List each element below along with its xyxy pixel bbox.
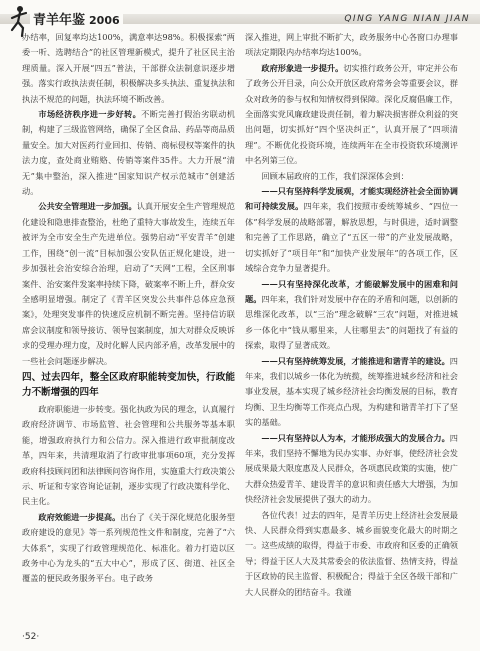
paragraph-lead: ——只有坚持深化改革，才能破解发展中的困难和问题。: [245, 278, 458, 304]
paragraph-body: 切实推行政务公开，审定并公布了政务公开目录，向公众开放区政府常务会等重要会议，群众对政务的参与权和知情权得到保障。深化反腐倡廉工作，全面落实党风廉政建设责任制，着力解决损害群众利益的突出问题，切实抓好“四个坚决纠正”，认真开展了“四项清理”。不断优化投资环境，连续两年在全市投资软环境测评中名列第三位。: [245, 62, 458, 166]
paragraph: [22, 107, 235, 199]
yearbook-title: 青羊年鉴: [33, 13, 86, 28]
paragraph: [245, 277, 458, 354]
section-heading: 四、过去四年，整全区政府职能转变加快，行政能力不断增强的四年: [22, 371, 235, 398]
page-number: ·52·: [22, 632, 40, 642]
paragraph-body: 四年来，我们按照市委统筹城乡、“四位一体”科学发展的战略部署，解放思想，与时俱进，适时调整和完善了工作思路，确立了“五区一带”的产业发展战略，切实抓好了“项目年”和“加快产业发展年”的各项工作，区域综合竞争力显著提升。: [245, 201, 458, 274]
header-running-title: QING YANG NIAN JIAN: [344, 14, 470, 24]
paragraph: 深入推进，网上审批不断扩大，政务服务中心各窗口办理事项法定期限内办结率均达100%。: [245, 32, 458, 58]
paragraph-body: 四年来，我们以城乡一体化为统揽，统筹推进城乡经济和社会事业发展，基本实现了城乡经济社会均衡发展的目标，教育均衡、卫生均衡等工作亮点凸现，为构建和谐青羊打下了坚实的基础。: [245, 355, 458, 428]
paragraph-lead: 政府形象进一步提升。: [261, 62, 344, 73]
paragraph-body: 四年来，我们坚持不懈地为民办实事、办好事，使经济社会发展成果最大限度惠及人民群众，各项惠民政策的实施，使广大群众热爱青羊、建设青羊的意识和责任感大大增强，为加快经济社会发展提供了强大的动力。: [245, 432, 458, 505]
paragraph: [22, 199, 235, 368]
paragraph-body: 出台了《关于深化规范化服务型政府建设的意见》等一系列规范性文件和制度，完善了“六大体系”，实现了行政管理规范化、标准化。着力打造以区政务中心为龙头的“五大中心”，形成了区、街道、社区全覆盖的便民政务服务平台。电子政务: [22, 511, 235, 584]
paragraph: 政府职能进一步转变。强化执政为民的理念，认真履行政府经济调节、市场监管、社会管理和公共服务等基本职能，增强政府执行力和公信力。深入推进行政审批制度改革，四年来，共清理取消了行政审批事项60项，充分发挥政府科技顾问团和法律顾问咨询作用，实施重大行政决策公示、听证和专家咨询论证制，逐步实现了行政决策科学化、民主化。: [22, 403, 235, 507]
paragraph-body: 不断完善打假治劣联动机制，构建了三级监管网络，确保了全区食品、药品等商品质量安全。加大对医药行业回扣、传销、商标侵权等案件的执法力度，查处商业贿赂、传销等案件35件。大力开展“清无”集中整治，深入推进“国家知识产权示范城市”创建活动。: [22, 109, 235, 197]
paragraph-lead: 政府效能进一步提高。: [38, 511, 121, 522]
paragraph: [245, 184, 458, 276]
yearbook-year: 2006: [89, 14, 120, 27]
yearbook-logo: [30, 9, 123, 28]
paragraph-lead: 市场经济秩序进一步好转。: [38, 109, 142, 120]
paragraph: 各位代表！过去的四年，是青羊历史上经济社会发展最快、人民群众得到实惠最多、城乡面貌变化最大的时期之一。这些成绩的取得，得益于市委、市政府和区委的正确领导；得益于区人大及其常委会的依法监督、热情支持，得益于区政协的民主监督、积极配合；得益于全区各级干部和广大人民群众的团结奋斗。我谨: [245, 509, 458, 597]
paragraph: 回顾本届政府的工作，我们深深体会到：: [261, 170, 409, 181]
paragraph-body: 认真开展安全生产管理规范化建设和隐患排查整治，杜绝了重特大事故发生，连续五年被评为全市安全生产先进单位。强势启动“平安青羊”创建工作，围绕“创一流”目标加强公安队伍正规化建设，进一步加强社会治安综合治理，启动了“天网”工程，全区刑事案件、治安案件发案率持续下降，破案率不断上升，群众安全感明显增强。制定了《青羊区突发公共事件总体应急预案》，处理突发事件的快速反应机制不断完善。坚持信访联席会议制度和领导接访、领导包案制度，加大对群众反映诉求的受理办理力度，及时化解人民内部矛盾，改革发展中的一些社会问题逐步解决。: [22, 201, 235, 366]
paragraph-lead: ——只有坚持以人为本，才能形成强大的发展合力。: [261, 432, 450, 443]
right-column: [245, 30, 458, 600]
paragraph-lead: ——只有坚持统筹发展，才能推进和谐青羊的建设。: [261, 355, 450, 366]
paragraph: [22, 510, 235, 587]
left-column: [22, 30, 235, 587]
paragraph: 办结率，回复率均达100%，满意率达98%。积极探索“两委一听、选聘结合”的社区管理新模式，提升了社区民主治理质量。深入开展“四五”普法，干部群众法制意识逐步增强。落实行政执法责任制，积极解决多头执法、重复执法和执法不规范的问题，执法环境不断改善。: [22, 32, 235, 104]
paragraph: [245, 61, 458, 169]
paragraph: [245, 431, 458, 508]
paragraph-lead: ——只有坚持科学发展观，才能实现经济社会全面协调和可持续发展。: [245, 186, 458, 212]
paragraph-lead: 公共安全管理进一步加强。: [38, 201, 137, 212]
paragraph-body: 四年来，我们针对发展中存在的矛盾和问题，以创新的思维深化改革，以“三治”理念破解“三农”问题，对推进城乡一体化中“钱从哪里来，人往哪里去”的问题找了有益的探索，取得了显著成效。: [245, 293, 458, 351]
paragraph: [245, 354, 458, 431]
